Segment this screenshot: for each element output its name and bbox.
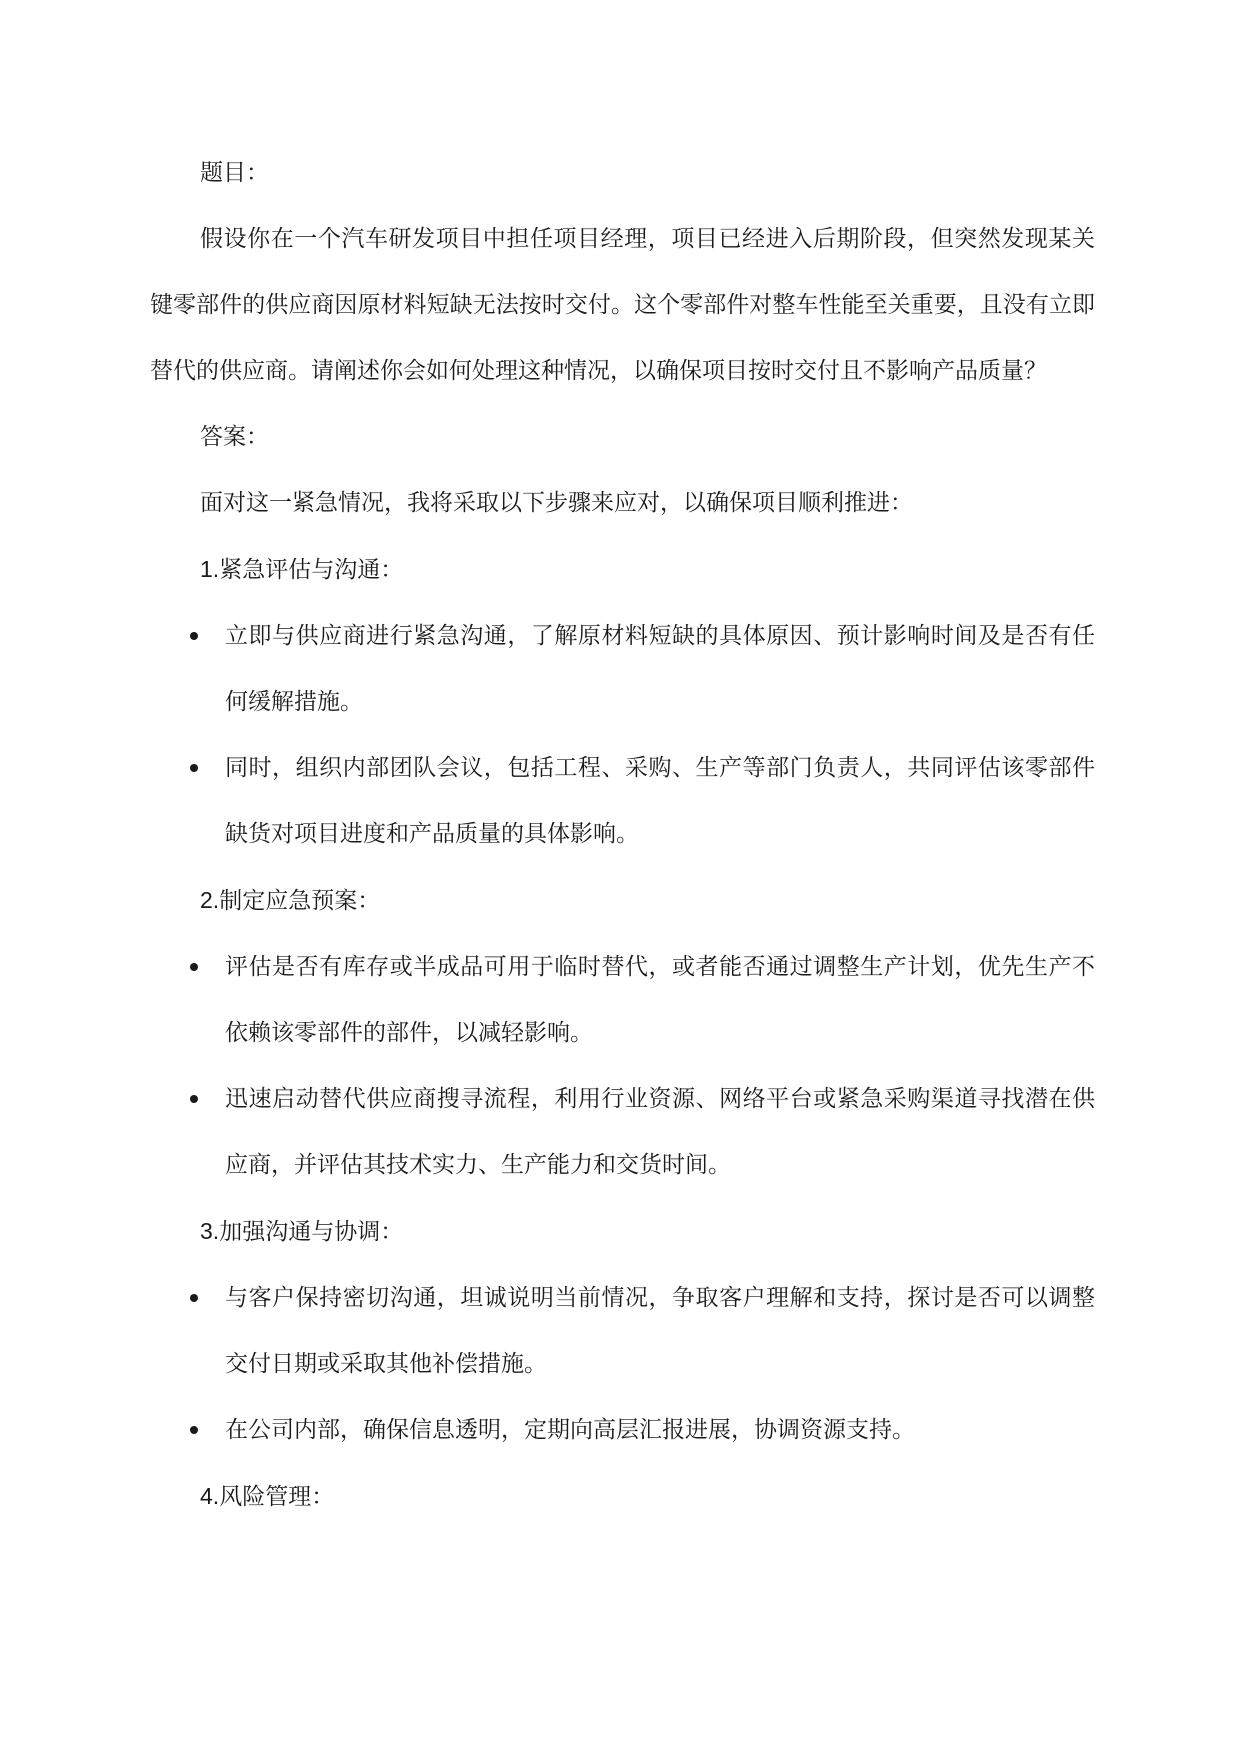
list-item-text: 迅速启动替代供应商搜寻流程，利用行业资源、网络平台或紧急采购渠道寻找潜在供应商，并评估其技术实力、生产能力和交货时间。 — [225, 1086, 1095, 1178]
list-item — [150, 1265, 1095, 1397]
list-item — [150, 1066, 1095, 1198]
section-title: 紧急评估与沟通： — [219, 557, 404, 583]
section-heading — [150, 867, 1095, 934]
bullet-icon — [190, 764, 198, 772]
section-heading — [150, 1463, 1095, 1530]
list-item — [150, 1397, 1095, 1463]
bullet-icon — [190, 1095, 198, 1103]
section-heading — [150, 536, 1095, 603]
section-number: 2. — [200, 887, 220, 913]
section-number: 4. — [200, 1483, 220, 1509]
answer-label: 答案： — [200, 424, 269, 450]
list-item-text: 评估是否有库存或半成品可用于临时替代，或者能否通过调整生产计划，优先生产不依赖该零部件的部件，以减轻影响。 — [225, 954, 1095, 1046]
bullet-icon — [190, 1294, 198, 1302]
list-item — [150, 934, 1095, 1066]
section-number: 3. — [200, 1218, 220, 1244]
bullet-icon — [190, 1426, 198, 1434]
answer-intro: 面对这一紧急情况，我将采取以下步骤来应对，以确保项目顺利推进： — [200, 490, 913, 516]
section-title: 制定应急预案： — [219, 888, 381, 914]
list-item-text: 立即与供应商进行紧急沟通，了解原材料短缺的具体原因、预计影响时间及是否有任何缓解措施。 — [225, 623, 1095, 715]
section-title: 风险管理： — [219, 1484, 335, 1510]
document-body — [150, 140, 1095, 1530]
question-label: 题目： — [200, 160, 269, 186]
list-item — [150, 735, 1095, 867]
section-number: 1. — [200, 556, 220, 582]
section-title: 加强沟通与协调： — [219, 1219, 404, 1245]
question-text: 假设你在一个汽车研发项目中担任项目经理，项目已经进入后期阶段，但突然发现某关键零部件的供应商因原材料短缺无法按时交付。这个零部件对整车性能至关重要，且没有立即替代的供应商。请阐述你会如何处理这种情况，以确保项目按时交付且不影响产品质量？ — [150, 226, 1095, 384]
bullet-icon — [190, 632, 198, 640]
bullet-icon — [190, 963, 198, 971]
section-heading — [150, 1198, 1095, 1265]
list-item-text: 在公司内部，确保信息透明，定期向高层汇报进展，协调资源支持。 — [225, 1417, 915, 1443]
list-item-text: 同时，组织内部团队会议，包括工程、采购、生产等部门负责人，共同评估该零部件缺货对项目进度和产品质量的具体影响。 — [225, 755, 1095, 847]
list-item — [150, 603, 1095, 735]
list-item-text: 与客户保持密切沟通，坦诚说明当前情况，争取客户理解和支持，探讨是否可以调整交付日期或采取其他补偿措施。 — [225, 1285, 1095, 1377]
